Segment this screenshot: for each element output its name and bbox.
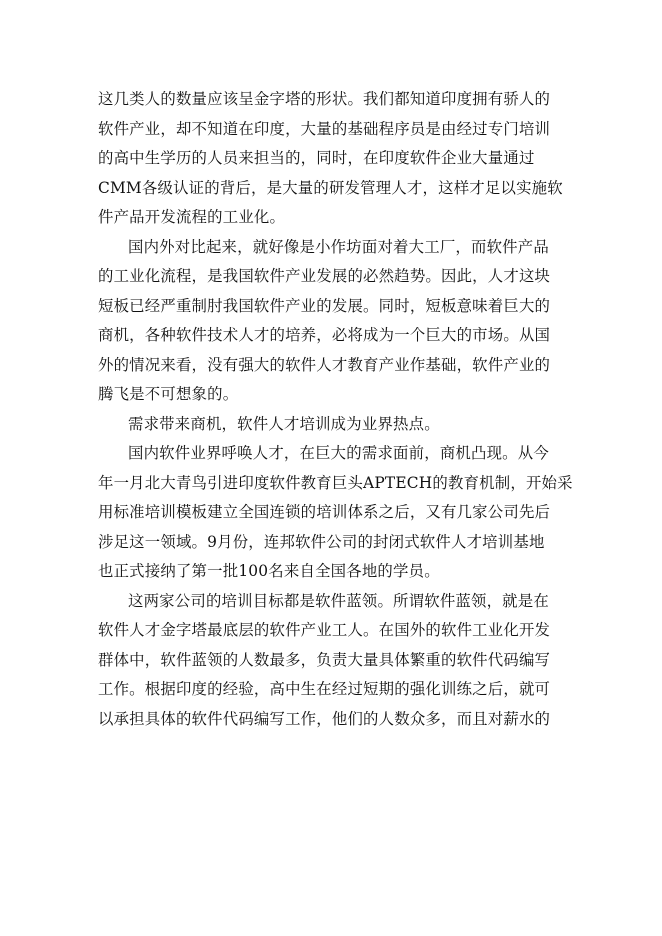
- document-body: [98, 85, 573, 734]
- text-line: 年一月北大青鸟引进印度软件教育巨头APTECH的教育机制，开始采: [98, 473, 573, 492]
- text-line: 工作。根据印度的经验，高中生在经过短期的强化训练之后，就可: [98, 680, 551, 698]
- text-line: 这几类人的数量应该呈金字塔的形状。我们都知道印度拥有骄人的: [98, 90, 551, 108]
- paragraph: [98, 233, 558, 410]
- text-line: 以承担具体的软件代码编写工作，他们的人数众多，而且对薪水的: [98, 709, 551, 728]
- text-line: 这两家公司的培训目标都是软件蓝领。所谓软件蓝领，就是在: [128, 591, 549, 610]
- text-line: 短板已经严重制肘我国软件产业的发展。同时，短板意味着巨大的: [98, 296, 551, 315]
- text-line: 腾飞是不可想象的。: [98, 385, 239, 403]
- text-line: 软件人才金字塔最底层的软件产业工人。在国外的软件工业化开发: [98, 621, 551, 639]
- paragraph: [98, 439, 573, 587]
- text-line: CMM各级认证的背后，是大量的研发管理人才，这样才足以实施软: [98, 178, 563, 197]
- text-line: 的工业化流程，是我国软件产业发展的必然趋势。因此，人才这块: [98, 267, 551, 285]
- text-line: 件产品开发流程的工业化。: [98, 208, 286, 226]
- text-line: 涉足这一领域。9月份，连邦软件公司的封闭式软件人才培训基地: [98, 532, 545, 551]
- text-line: 外的情况来看，没有强大的软件人才教育产业作基础，软件产业的: [98, 355, 551, 374]
- paragraph: [98, 85, 563, 233]
- text-line: 用标准培训模板建立全国连锁的培训体系之后，又有几家公司先后: [98, 503, 551, 521]
- text-line: 国内软件业界呼唤人才，在巨大的需求面前，商机凸现。从今: [128, 444, 549, 462]
- text-line: 群体中，软件蓝领的人数最多，负责大量具体繁重的软件代码编写: [98, 650, 551, 669]
- text-line: 的高中生学历的人员来担当的，同时，在印度软件企业大量通过: [98, 149, 535, 167]
- paragraph: [98, 410, 558, 440]
- text-line: 商机，各种软件技术人才的培养，必将成为一个巨大的市场。从国: [98, 326, 551, 344]
- text-line: 需求带来商机，软件人才培训成为业界热点。: [128, 414, 440, 433]
- text-line: 国内外对比起来，就好像是小作坊面对着大工厂，而软件产品: [128, 237, 549, 256]
- paragraph: [98, 587, 558, 735]
- text-line: 也正式接纳了第一批100名来自全国各地的学员。: [98, 562, 440, 580]
- text-line: 软件产业，却不知道在印度，大量的基础程序员是由经过专门培训: [98, 119, 551, 138]
